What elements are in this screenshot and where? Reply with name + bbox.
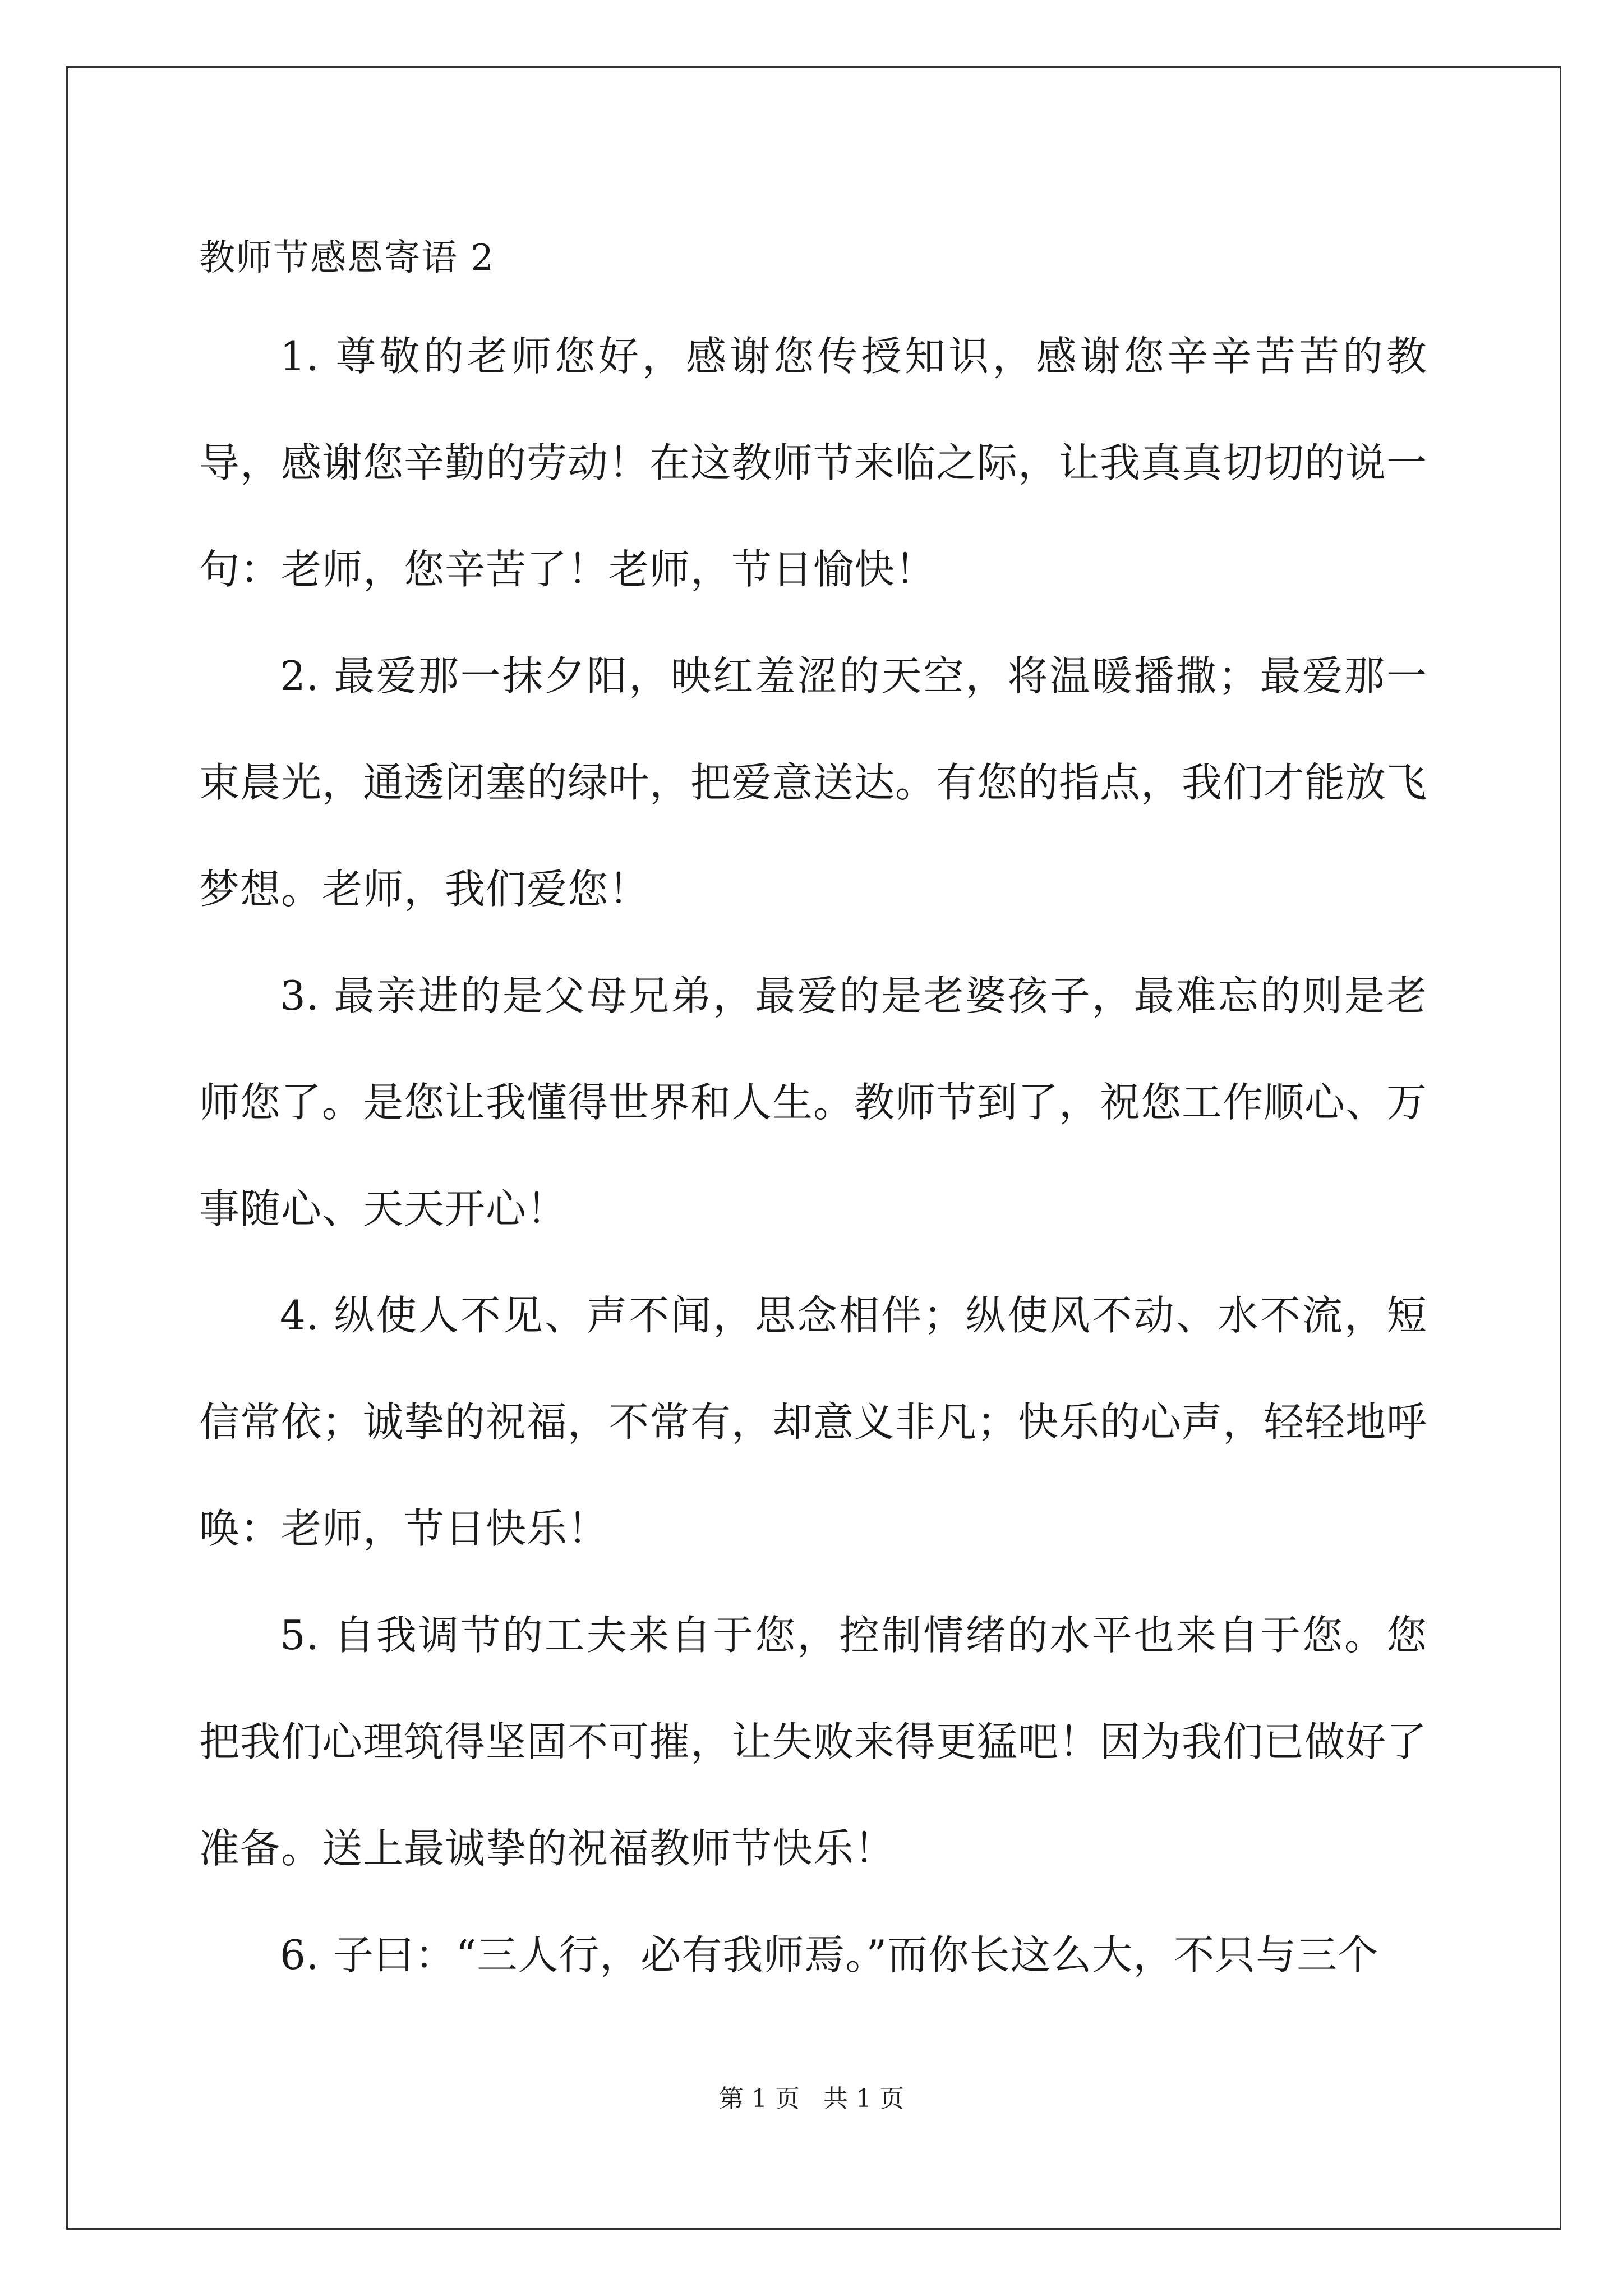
paragraph-3: 3. 最亲进的是父母兄弟，最爱的是老婆孩子，最难忘的则是老师您了。是您让我懂得世界和人生。教师节到了，祝您工作顺心、万事随心、天天开心！ <box>199 972 1428 1232</box>
paragraph-6: 6. 子曰：“三人行，必有我师焉。”而你长这么大，不只与三个 <box>280 1931 1379 1978</box>
paragraph-5: 5. 自我调节的工夫来自于您，控制情绪的水平也来自于您。您把我们心理筑得坚固不可摧，让失败来得更猛吧！因为我们已做好了准备。送上最诚挚的祝福教师节快乐！ <box>199 1612 1428 1872</box>
document-body <box>199 213 1427 2008</box>
document-title: 教师节感恩寄语 2 <box>199 237 495 279</box>
paragraph-4: 4. 纵使人不见、声不闻，思念相伴；纵使风不动、水不流，短信常依；诚挚的祝福，不常有，却意义非凡；快乐的心声，轻轻地呼唤：老师，节日快乐！ <box>199 1292 1428 1552</box>
page-footer: 第 1 页 共 1 页 <box>719 2085 904 2113</box>
paragraph-1: 1. 尊敬的老师您好，感谢您传授知识，感谢您辛辛苦苦的教导，感谢您辛勤的劳动！在这教师节来临之际，让我真真切切的说一句：老师，您辛苦了！老师，节日愉快！ <box>199 333 1428 593</box>
paragraph-2: 2. 最爱那一抹夕阳，映红羞涩的天空，将温暖播撒；最爱那一束晨光，通透闭塞的绿叶，把爱意送达。有您的指点，我们才能放飞梦想。老师，我们爱您！ <box>199 652 1428 913</box>
